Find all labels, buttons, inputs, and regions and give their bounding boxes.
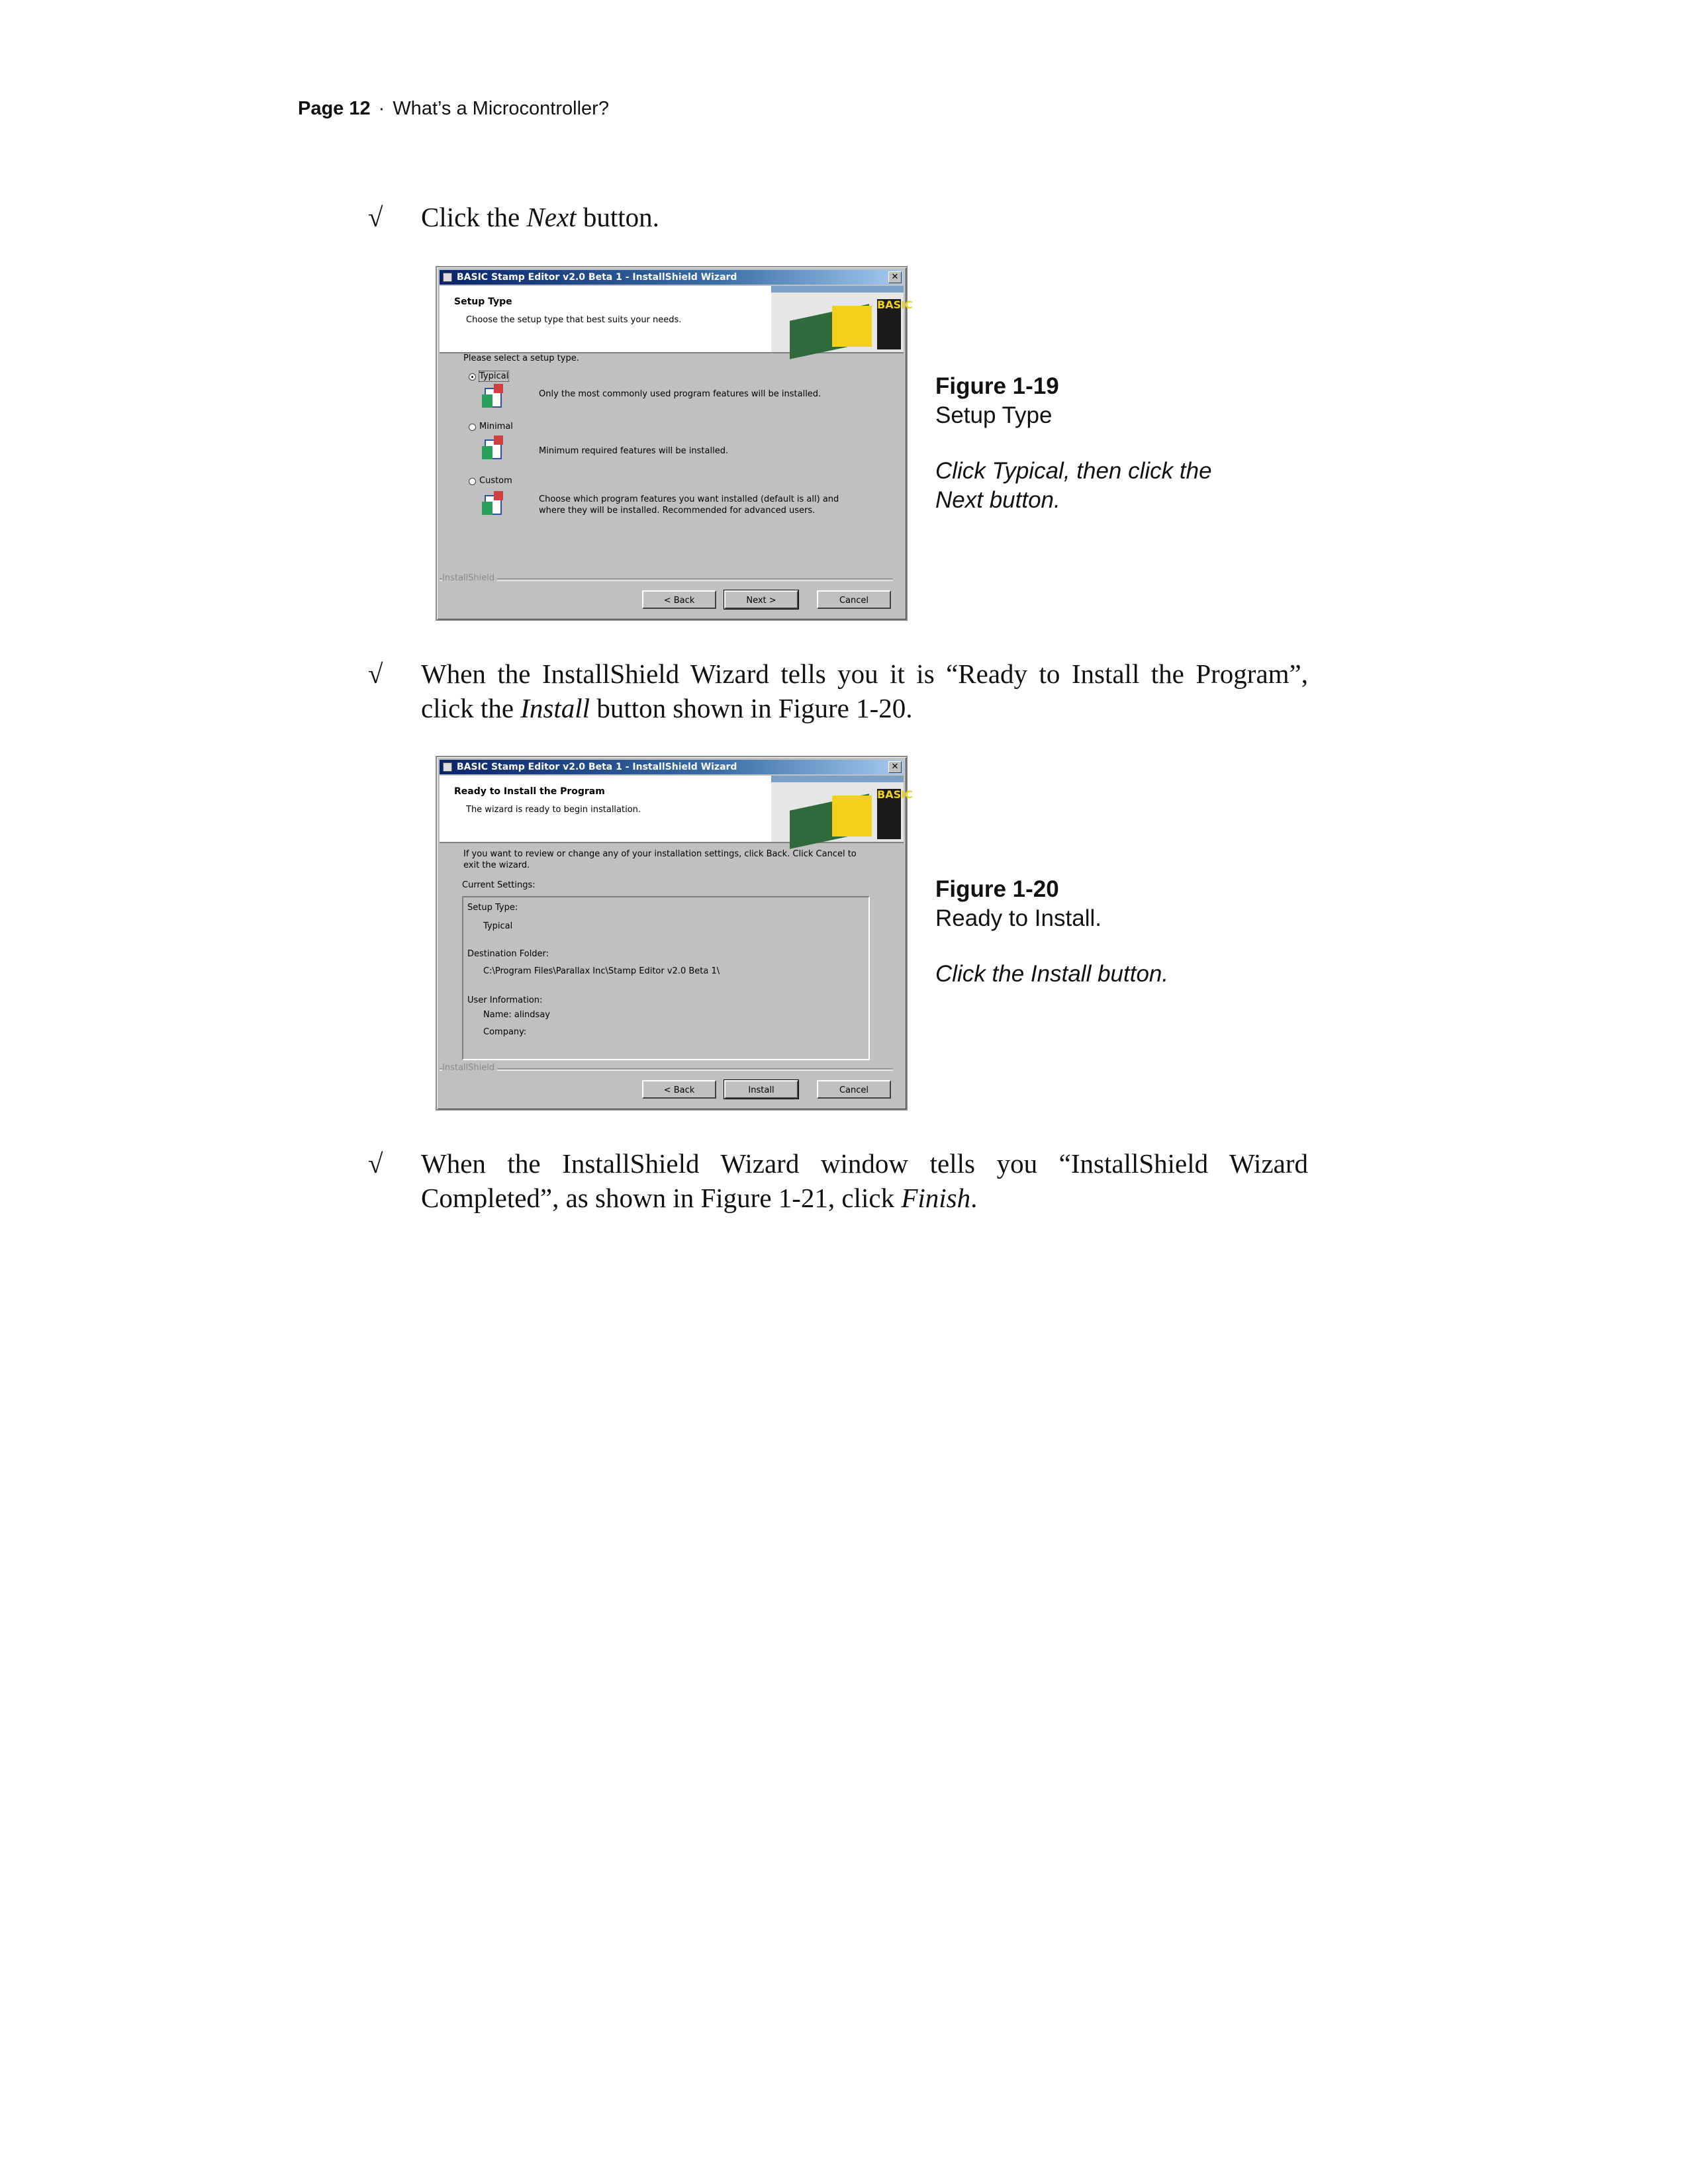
intro-text: If you want to review or change any of your installation settings, click Back. Click Cancel to exit the wizard.	[463, 849, 857, 870]
radio-custom[interactable]	[469, 478, 476, 485]
figure-1-20-caption	[935, 875, 1227, 989]
typical-icon	[482, 384, 506, 410]
setup-prompt: Please select a setup type.	[463, 353, 579, 363]
setup-type-value: Typical	[483, 921, 513, 931]
step-text-post: button shown in Figure 1-20.	[590, 693, 913, 723]
user-name: Name: alindsay	[483, 1010, 550, 1020]
banner-image	[771, 286, 913, 352]
back-button[interactable]: < Back	[642, 1080, 716, 1099]
user-info-label: User Information:	[467, 995, 543, 1005]
custom-icon	[482, 491, 506, 518]
check-mark: √	[368, 659, 383, 689]
radio-typical[interactable]	[469, 373, 476, 381]
installshield-label: InstallShield	[442, 1063, 497, 1073]
radio-minimal[interactable]	[469, 424, 476, 431]
page-number: Page 12	[298, 98, 371, 119]
figure-number: Figure 1-20	[935, 876, 1059, 902]
step-text-pre: When the InstallShield Wizard window tells you “InstallShield Wizard Completed”, as shown in Figure 1-21, click	[421, 1148, 1308, 1213]
banner-logo-text: BASIC	[877, 789, 901, 839]
wizard-body	[440, 353, 904, 617]
company: Company:	[483, 1027, 527, 1037]
check-mark: √	[368, 202, 383, 232]
destination-value: C:\Program Files\Parallax Inc\Stamp Editor v2.0 Beta 1\	[483, 966, 720, 976]
step-text-em: Install	[520, 693, 590, 723]
installer-icon	[443, 273, 452, 282]
figure-number: Figure 1-19	[935, 373, 1059, 399]
option-minimal-desc: Minimum required features will be installed.	[539, 446, 729, 456]
ready-to-install-window	[436, 756, 913, 1111]
chapter-title: What’s a Microcontroller?	[393, 98, 609, 119]
banner-title: Setup Type	[454, 296, 512, 307]
option-custom-label[interactable]: Custom	[479, 476, 512, 486]
close-button[interactable]: ✕	[888, 761, 902, 773]
cancel-button[interactable]: Cancel	[817, 1080, 891, 1099]
figure-1-19-caption	[935, 372, 1227, 515]
step-text-post: .	[970, 1183, 978, 1213]
settings-box	[462, 896, 870, 1060]
destination-label: Destination Folder:	[467, 949, 549, 959]
setup-type-window	[436, 266, 913, 621]
option-typical-label[interactable]: Typical	[479, 371, 509, 381]
step-text-em: Finish	[901, 1183, 971, 1213]
step-text-em: Next	[526, 202, 577, 232]
banner-image	[771, 776, 913, 842]
figure-note: Click Typical, then click the Next button.	[935, 458, 1212, 513]
next-button[interactable]: Next >	[724, 590, 798, 609]
current-settings-label: Current Settings:	[462, 880, 536, 890]
step-text-pre: Click the	[421, 202, 527, 232]
header-separator: ·	[378, 98, 385, 119]
figure-title: Ready to Install.	[935, 905, 1102, 931]
close-button[interactable]: ✕	[888, 271, 902, 283]
banner-title: Ready to Install the Program	[454, 786, 605, 797]
installshield-label: InstallShield	[442, 573, 497, 583]
title-bar	[440, 270, 904, 285]
option-typical-desc: Only the most commonly used program features will be installed.	[539, 389, 821, 399]
separator	[440, 1068, 893, 1071]
cancel-button[interactable]: Cancel	[817, 590, 891, 609]
window-title: BASIC Stamp Editor v2.0 Beta 1 - InstallShield Wizard	[457, 272, 737, 283]
banner-subtitle: Choose the setup type that best suits your needs.	[466, 315, 682, 325]
separator	[440, 578, 893, 581]
figure-note: Click the Install button.	[935, 961, 1169, 987]
wizard-banner	[440, 776, 913, 843]
installer-icon	[443, 762, 452, 772]
banner-logo-text: BASIC	[877, 299, 901, 349]
minimal-icon	[482, 435, 506, 462]
step-text	[421, 200, 1308, 234]
title-bar	[440, 760, 904, 774]
wizard-body	[440, 843, 904, 1107]
setup-type-label: Setup Type:	[467, 903, 518, 913]
step-text	[421, 1146, 1308, 1215]
check-mark: √	[368, 1148, 383, 1179]
back-button[interactable]: < Back	[642, 590, 716, 609]
banner-subtitle: The wizard is ready to begin installation.	[466, 805, 641, 815]
option-minimal-label[interactable]: Minimal	[479, 422, 513, 432]
figure-title: Setup Type	[935, 402, 1053, 428]
step-text-pre: When the InstallShield Wizard tells you it is “Ready to Install the Program”, click the	[421, 659, 1308, 723]
wizard-banner	[440, 286, 913, 353]
window-title: BASIC Stamp Editor v2.0 Beta 1 - InstallShield Wizard	[457, 762, 737, 772]
option-custom-desc: Choose which program features you want installed (default is all) and where they will be installed. Recommended for advanced users.	[539, 494, 839, 516]
step-text-post: button.	[576, 202, 659, 232]
step-text	[421, 657, 1308, 725]
install-button[interactable]: Install	[724, 1080, 798, 1099]
page-header	[298, 98, 609, 120]
